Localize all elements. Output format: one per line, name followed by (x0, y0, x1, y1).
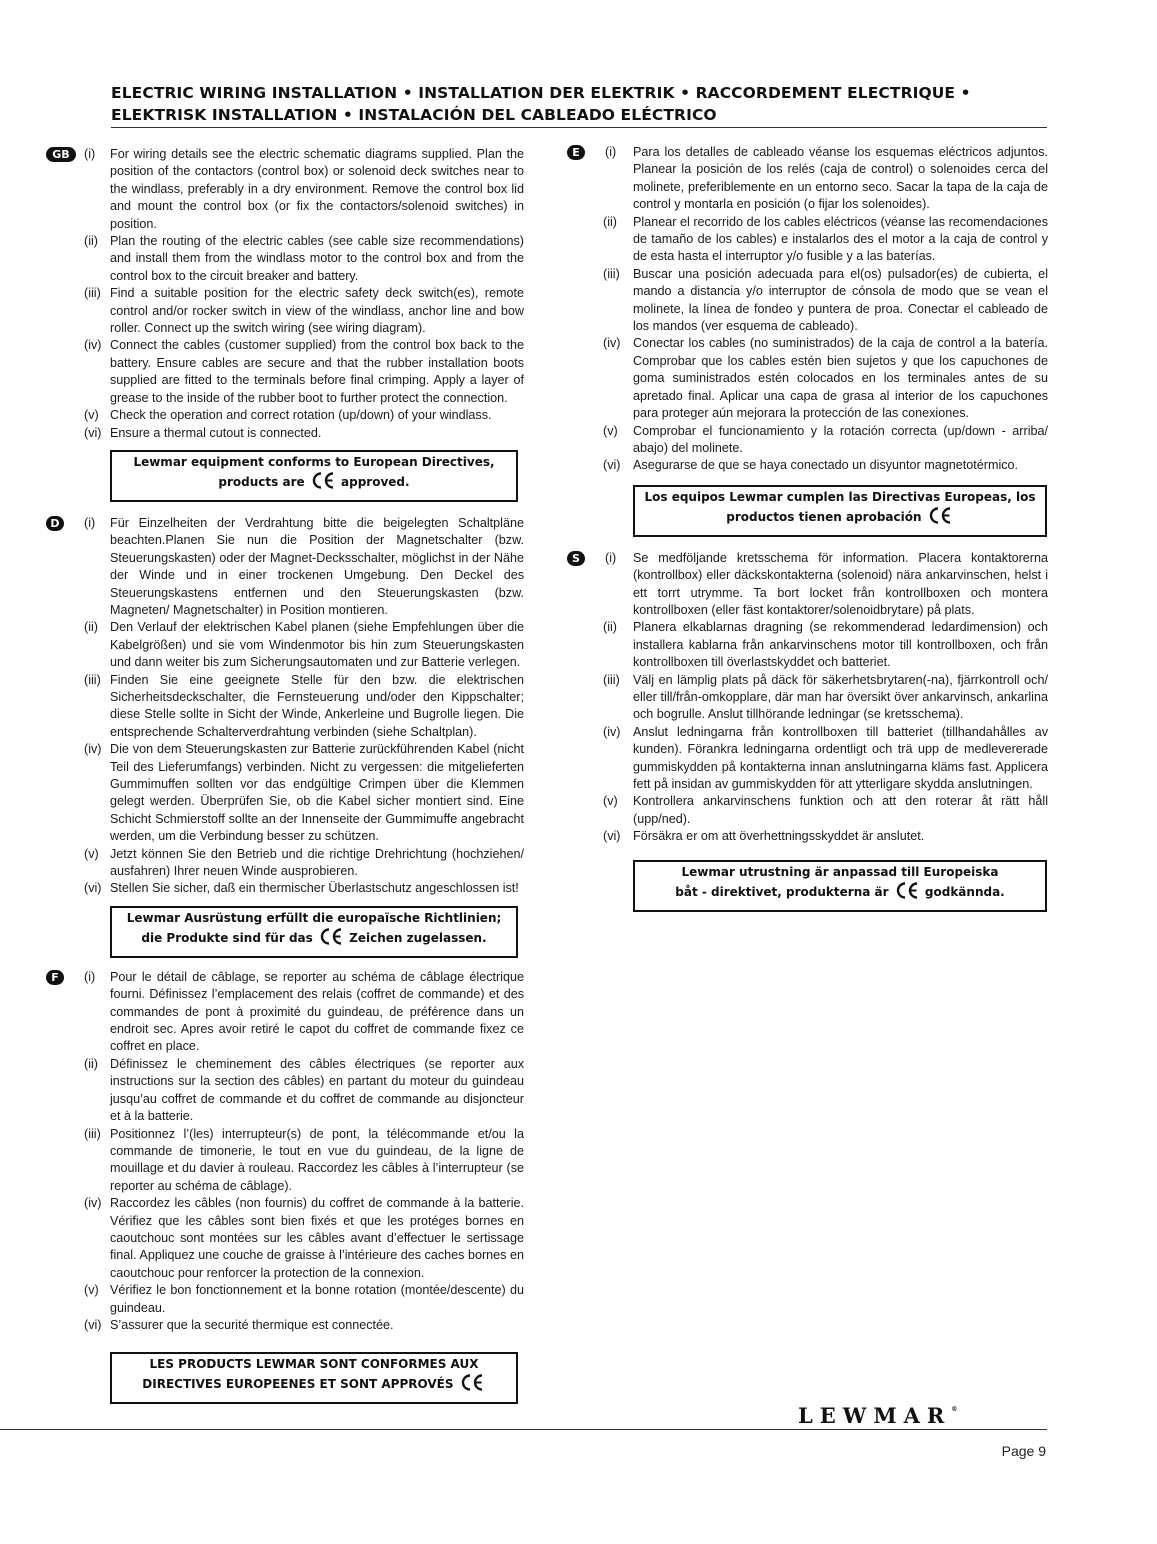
list-item (603, 793, 1048, 828)
item-text: Stellen Sie sicher, daß ein thermischer Überlastschutz angeschlossen ist! (110, 881, 519, 896)
list-item (84, 285, 524, 337)
ce-notice-d (110, 906, 518, 958)
ce-mark-icon (318, 927, 344, 946)
item-number: (i) (84, 147, 96, 161)
item-number: (vi) (84, 881, 102, 896)
item-text: Planera elkablarnas dragning (se rekommenderad ledardimension) och installera kablarna från ankarvinschens motor till kontrollboxen, och från kontrollboxen till överlastskyddet och batteriet. (633, 620, 1048, 670)
notice-line: Lewmar utrustning är anpassad till Europeiska (681, 864, 999, 879)
section-d (46, 515, 524, 958)
section-f (46, 969, 524, 1405)
registered-mark: ® (951, 1406, 958, 1413)
item-text: Comprobar el funcionamiento y la rotación correcta (up/down - arriba/ abajo) del molinete. (633, 423, 1048, 455)
item-number: (i) (84, 515, 96, 530)
item-number: (i) (84, 969, 96, 984)
list-item (603, 828, 1048, 845)
item-text: Välj en lämplig plats på däck för säkerhetsbrytaren(-na), fjärrkontroll och/ eller till/från-omkopplare, där man har översikt över ankarvinsch, ankarlina och bogrulle. Anslut tillhörande ledningar (se kretsschema). (633, 672, 1048, 722)
notice-text: godkännda. (924, 884, 1005, 899)
page-title (111, 82, 1051, 126)
lang-badge-e: E (567, 145, 585, 160)
item-text: Connect the cables (customer supplied) from the control box back to the battery. Ensure cables are secure and that the rubber installation boots supplied are fitted to the terminals before final crimping. Apply a layer of grease to the inside of the rubber boot to further protect the connection. (110, 338, 524, 405)
item-number: (ii) (603, 214, 617, 229)
item-text: Vérifiez le bon fonctionnement et la bonne rotation (montée/descente) du guindeau. (110, 1283, 524, 1315)
page-title-line-2: ELEKTRISK INSTALLATION • INSTALACIÓN DEL CABLEADO ELÉCTRICO (111, 106, 717, 124)
lang-badge-gb: GB (46, 147, 76, 162)
item-number: (v) (603, 794, 618, 809)
lewmar-logo (798, 1403, 957, 1428)
item-text: Conectar los cables (no suministrados) de la caja de control a la batería. Comprobar que los cables estén bien sujetos y que los capuchones de goma suministrados estén colocados en los terminales antes de su apretado final. Aplicar una capa de grasa al interior de los capuchones para proteger aún mejorara la protección de las conexiones. (633, 336, 1048, 421)
item-text: Plan the routing of the electric cables (see cable size recommendations) and install them from the windlass motor to the control box and from the control box to the circuit breaker and battery. (110, 234, 524, 283)
item-text: Finden Sie eine geeignete Stelle für den bzw. die elektrischen Sicherheitsdeckschalter, die Fernsteuerung und/oder den Kippschalter; diese Stelle sollte in Sicht der Winde, Ankerleine und Bugrolle liegen. Die entsprechende Schalterverdrahtung verbinden (siehe Schaltplan). (110, 672, 524, 739)
item-number: (iii) (84, 1126, 101, 1141)
item-text: Anslut ledningarna från kontrollboxen till batteriet (tillhandahålles av kunden). Förankra ledningarna ordentligt och trä upp de medlevererade gummiskydden på kontakterna innan anslutningarna kläms fast. Applicera fett på insidan av gummiskydden för att ytterligare skydda anslutningen. (633, 724, 1048, 791)
list-item (84, 619, 524, 671)
item-number: (iii) (84, 286, 101, 301)
ce-mark-icon (459, 1373, 485, 1392)
item-number: (ii) (84, 620, 98, 635)
list-item (605, 550, 1048, 620)
list-item (605, 144, 1048, 214)
list-item (84, 880, 524, 897)
item-text: S’assurer que la securité thermique est connectée. (110, 1317, 394, 1332)
item-number: (v) (84, 846, 99, 861)
list-item (603, 457, 1048, 474)
notice-text: båt - direktivet, produkterna är (675, 884, 889, 899)
section-s (567, 550, 1048, 912)
item-number: (ii) (603, 620, 617, 635)
ce-notice-gb (110, 450, 518, 502)
item-text: Für Einzelheiten der Verdrahtung bitte die beigelegten Schaltpläne beachten.Planen Sie nun die Position der Magnetschalter (bzw. Steuerungskasten) oder der Magnet-Decksschalter, möglichst in der Nähe der Winde und in einer trockenen Umgebung. Den Deckel des Steuerungskastens entfernen und den Steuerungskasten (bzw. Magneten/ Magnetschalter) in Position montieren. (110, 515, 524, 617)
list-item (603, 724, 1048, 794)
item-number: (iii) (603, 672, 620, 687)
item-number: (vi) (84, 1317, 102, 1332)
list-item (603, 335, 1048, 422)
item-number: (iv) (84, 742, 102, 757)
item-text: Asegurarse de que se haya conectado un disyuntor magnetotérmico. (633, 458, 1019, 473)
item-number: (ii) (84, 234, 98, 249)
list-item (84, 1317, 524, 1334)
header-divider (111, 127, 1047, 128)
lang-badge-s: S (567, 551, 585, 566)
item-text: Buscar una posición adecuada para el(os) pulsador(es) de cubierta, el mando a distancia y/o interruptor de cónsola de modo que se vean el molinete, la línea de fondeo y puntera de proa. Conectar el cableado de los mandos (ver esquema de cableado). (633, 266, 1048, 334)
item-text: Para los detalles de cableado véanse los esquemas eléctricos adjuntos. Planear la posición de los relés (caja de control) o solenoides cerca del molinete, preferiblemente en un entorno seco. Sacar la tapa de la caja de control y montarla en posición (o fijar los solenoides). (633, 145, 1048, 212)
section-gb (46, 146, 524, 502)
item-number: (ii) (84, 1056, 98, 1071)
list-item (84, 233, 524, 285)
item-number: (iv) (84, 338, 102, 353)
notice-text: approved. (341, 474, 410, 489)
item-text: Raccordez les câbles (non fournis) du coffret de commande à la batterie. Vérifiez que les câbles sont bien fixés et que les protéges bornes en caoutchouc sont montées sur les câbles avant d’effectuer le sertissage final. Appliquez une couche de graisse à l’intérieure des caches bornes en caoutchouc pour renforcer la protection de la connexion. (110, 1196, 524, 1280)
page-title-line-1: ELECTRIC WIRING INSTALLATION • INSTALLATION DER ELEKTRIK • RACCORDEMENT ELECTRIQUE • (111, 84, 971, 102)
list-item (84, 407, 524, 424)
ce-notice-f (110, 1352, 518, 1404)
notice-text: products are (218, 474, 305, 489)
item-number: (vi) (84, 425, 102, 440)
list-item (84, 846, 524, 881)
notice-line: Lewmar equipment conforms to European Directives, (133, 454, 495, 469)
item-number: (iv) (603, 724, 621, 739)
item-number: (vi) (603, 829, 621, 844)
item-number: (v) (84, 408, 99, 423)
item-text: Kontrollera ankarvinschens funktion och att den roterar åt rätt håll (upp/ned). (633, 794, 1048, 826)
right-column (567, 144, 1048, 912)
list-item (603, 619, 1048, 671)
list-item (84, 969, 524, 1056)
item-number: (vi) (603, 458, 621, 473)
item-text: Försäkra er om att överhettningsskyddet är anslutet. (633, 829, 925, 844)
list-item (84, 337, 524, 407)
ce-mark-icon (894, 881, 920, 900)
ce-notice-s (633, 860, 1047, 912)
item-text: For wiring details see the electric schematic diagrams supplied. Plan the position of the contactors (control box) or solenoid deck switches near to the windlass, preferably in a dry environment. Remove the control box lid and mount the control box (or fix the contactors/solenoid switches) in position. (110, 147, 524, 231)
ce-mark-icon (927, 506, 953, 525)
item-number: (i) (605, 145, 617, 159)
list-item (84, 515, 524, 619)
lang-badge-f: F (46, 970, 64, 985)
notice-line: LES PRODUCTS LEWMAR SONT CONFORMES AUX (149, 1357, 479, 1372)
section-e (567, 144, 1048, 537)
list-item (603, 423, 1048, 458)
notice-line: Lewmar Ausrüstung erfüllt die europaïsche Richtlinien; (126, 910, 502, 925)
list-item (84, 1282, 524, 1317)
item-number: (iii) (603, 266, 620, 281)
item-text: Check the operation and correct rotation (up/down) of your windlass. (110, 408, 492, 423)
list-item (84, 1056, 524, 1126)
list-item (84, 1195, 524, 1282)
list-item (603, 266, 1048, 336)
item-text: Se medföljande kretsschema för information. Placera kontaktorerna (kontrollbox) eller däckskontakterna (solenoid) nära ankarvinschen, helst i ett torrt utrymme. Ta bort locket från kontrollboxen och montera kontrollboxen (eller fäst kontaktorer/solenoidbrytare) på plats. (633, 550, 1048, 617)
list-item (84, 1126, 524, 1196)
notice-text: DIRECTIVES EUROPEENES ET SONT APPROVÉS (142, 1377, 454, 1392)
item-number: (i) (605, 550, 617, 565)
footer-divider (0, 1429, 1047, 1430)
item-text: Jetzt können Sie den Betrieb und die richtige Drehrichtung (hochziehen/ ausfahren) Ihrer neuen Winde ausprobieren. (110, 846, 524, 879)
list-item (84, 741, 524, 845)
ce-mark-icon (310, 471, 336, 490)
item-number: (iii) (84, 672, 101, 687)
logo-text: LEWMAR (798, 1403, 952, 1428)
item-text: Ensure a thermal cutout is connected. (110, 425, 322, 440)
list-item (84, 425, 524, 442)
notice-text: die Produkte sind für das (141, 930, 313, 945)
item-text: Planear el recorrido de los cables eléctricos (véanse las recomendaciones de tamaño de los cables) e instalarlos des el motor a la caja de control y de esta hasta el interruptor y/o fusible y a las baterías. (633, 214, 1048, 264)
list-item (603, 214, 1048, 266)
item-text: Positionnez l’(les) interrupteur(s) de pont, la télécommande et/ou la commande de timonerie, le tout en vue du guindeau, de la ligne de mouillage et du davier à rouleau. Raccordez les câbles à l’interrupteur (se reporter au schéma de câblage). (110, 1126, 524, 1193)
notice-text: productos tienen aprobación (726, 509, 922, 524)
list-item (603, 672, 1048, 724)
lang-badge-d: D (46, 516, 64, 531)
ce-notice-e (633, 485, 1047, 537)
item-text: Définissez le cheminement des câbles électriques (se reporter aux instructions sur la section des câbles) en partant du moteur du guindeau jusqu’au coffret de commande et du coffret de commande au disjoncteur et à la batterie. (110, 1056, 524, 1124)
item-text: Find a suitable position for the electric safety deck switch(es), remote control and/or rocker switch in view of the windlass, anchor line and bow roller. Connect up the switch wiring (see wiring diagram). (110, 286, 524, 336)
list-item (84, 146, 524, 233)
item-number: (v) (603, 423, 618, 438)
page-number: Page 9 (1001, 1443, 1046, 1459)
item-number: (iv) (84, 1196, 102, 1211)
item-text: Die von dem Steuerungskasten zur Batterie zurückführenden Kabel (nicht Teil des Lieferumfangs) verbinden. Nicht zu vergessen: die mitgelieferten Gummimuffen sollten vor das endgültige Crimpen über die Klemmen gelegt werden. Überprüfen Sie, ob die Kabel sicher montiert sind. Eine Schicht Schmierstoff sollte an der Innenseite der Gummimuffe angebracht werden, um die Verbindung besser zu schützen. (110, 742, 524, 844)
notice-text: Zeichen zugelassen. (349, 930, 487, 945)
list-item (84, 672, 524, 742)
item-number: (v) (84, 1283, 99, 1298)
item-number: (iv) (603, 336, 621, 351)
item-text: Pour le détail de câblage, se reporter au schéma de câblage électrique fourni. Définissez l’emplacement des relais (coffret de commande) et des commandes de pont à proximité du guindeau, de préférence dans un endroit sec. Apres avoir retiré le capot du coffret de commande fixez ce coffret en place. (110, 969, 524, 1054)
notice-line: Los equipos Lewmar cumplen las Directivas Europeas, los (644, 489, 1036, 504)
item-text: Den Verlauf der elektrischen Kabel planen (siehe Empfehlungen über die Kabelgrößen) und sie vom Windenmotor bis hin zum Steuerungskasten und dann weiter bis zum Sicherungsautomaten und zur Batterie verlegen. (110, 620, 524, 670)
left-column (46, 146, 524, 1404)
